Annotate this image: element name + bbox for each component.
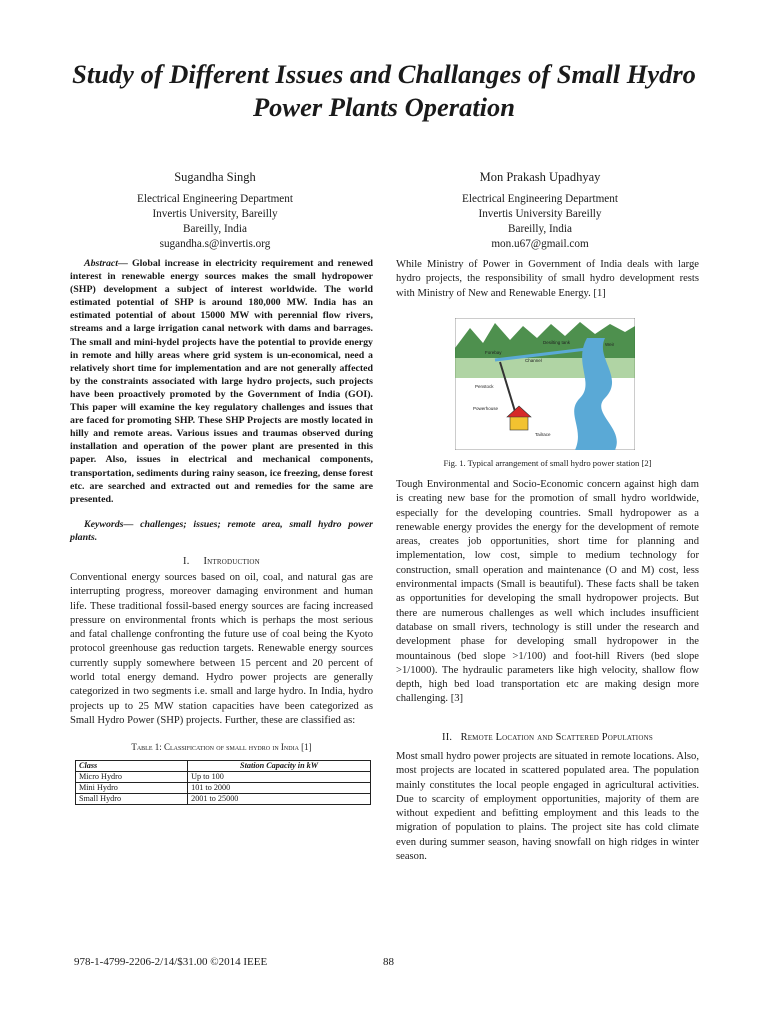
table-cell: Micro Hydro — [76, 772, 188, 783]
right-paragraph-2: Tough Environmental and Socio-Economic concern against high dam is creating new base for the promotion of small hydro worldwide, especially for the developing countries. Small hydropower as a renewable energy provides the energy for the development of remote areas, creates job opportunities, short time for planning and implementation, low cost, simple to medium technology for construction, small operation and maintenance (O and M) cost, less environmental impacts (Small is beautiful). These facts shall be taken as opportunities for developing the small hydropower projects. But there are numerous challenges as well which includes insufficient database on small rivers, technology is still under the research and development phase for developing small hydropower in the mountainous (bed slope >1/100) and foot-hill Rivers (bed slope >1/1000). The hydraulic parameters like high velocity, shallow flow depth, high bed load transportation etc are making design more challenging. [3] — [396, 479, 699, 705]
author-dept: Electrical Engineering Department — [137, 193, 293, 205]
hydro-station-illustration — [455, 318, 635, 450]
author-city: Bareilly, India — [508, 223, 572, 235]
table-cell: Small Hydro — [76, 794, 188, 805]
figure-label: Desilting tank — [543, 340, 571, 345]
author-block-2 — [440, 170, 640, 252]
right-intro: While Ministry of Power in Government of India deals with large hydro projects, the responsibility of small hydro development rests with Ministry of New and Renewable Energy. [1] — [396, 259, 699, 299]
paper-title: Study of Different Issues and Challanges of Small Hydro Power Plants Operation — [72, 59, 696, 122]
abstract-label: Abstract— — [84, 258, 128, 269]
section-number: II. — [442, 732, 453, 743]
section-1-heading — [70, 556, 373, 567]
keywords — [70, 518, 373, 544]
author-block-1 — [120, 170, 310, 252]
table-cell: Up to 100 — [188, 772, 371, 783]
section-title: Introduction — [203, 555, 260, 567]
powerhouse-body — [510, 416, 528, 430]
footer-isbn: 978-1-4799-2206-2/14/$31.00 ©2014 IEEE — [74, 956, 268, 968]
abstract — [70, 257, 373, 506]
table-cell: 101 to 2000 — [188, 783, 371, 794]
section-2-text: Most small hydro power projects are situated in remote locations. Also, most projects are located in scattered populated area. The population mainly constitutes the local people engaged in agricultural activities. Due to scarcity of employment opportunities, majority of them are without expedient and befitting employment and this leads to the migration of population to plains. The project site has cold climate even during summer season, having snowfall on high ridges in winter season. — [396, 751, 699, 863]
author-dept: Electrical Engineering Department — [462, 193, 618, 205]
figure-1 — [455, 318, 635, 450]
author-name: Mon Prakash Upadhyay — [479, 170, 601, 184]
author-email: sugandha.s@invertis.org — [159, 238, 271, 250]
figure-label: Forebay — [485, 350, 502, 355]
table-row — [76, 783, 371, 794]
figure-label: Tailrace — [535, 432, 551, 437]
section-number: I. — [183, 555, 190, 567]
author-org: Invertis University Bareilly — [478, 208, 602, 220]
figure-label: Penstock — [475, 384, 494, 389]
table-row — [76, 794, 371, 805]
keywords-label: Keywords— — [84, 518, 134, 530]
author-city: Bareilly, India — [183, 223, 247, 235]
figure-label: Powerhouse — [473, 406, 499, 411]
figure-caption: Fig. 1. Typical arrangement of small hydro power station [2] — [443, 458, 652, 468]
abstract-text: Global increase in electricity requirement and renewed interest in renewable energy sources makes the small hydropower (SHP) development a subject of interest worldwide. The world estimated potential of SHP is around 180,000 MW. India has an estimated potential of about 15000 MW with perennial flow rivers, streams and a large irrigation canal network with dams and barrages. The small and mini-hydel projects have the potential to provide energy in remote and hilly areas where grid system is un-economical, need a relatively short time for implementation and are not generally affected by the constraints associated with large hydro projects, such projects have been proactively promoted by the Government of India (GOI). This paper will examine the key regulatory challenges and issues that are faced for promoting SHP. These SHP Projects are mostly located in hilly and remote areas. Various issues and traumas observed during installation and operation of the power plant are presented in this paper. Also, issues in electrical and mechanical components, transportation, sediments during rainy season, ice freezing, dense forest etc. are searched and extracted out and remedies for the same are presented. — [70, 258, 374, 505]
table-cell: Mini Hydro — [76, 783, 188, 794]
author-email: mon.u67@gmail.com — [491, 238, 589, 250]
author-name: Sugandha Singh — [174, 170, 256, 184]
classification-table — [75, 760, 371, 805]
section-2-heading — [396, 732, 699, 743]
keywords-text: challenges; issues; remote area, small hydro power plants. — [70, 518, 373, 543]
table-header: Class — [76, 761, 188, 772]
section-title: Remote Location and Scattered Populations — [460, 732, 653, 743]
author-org: Invertis University, Bareilly — [152, 208, 278, 220]
figure-label: Weir — [605, 342, 615, 347]
table-row — [76, 772, 371, 783]
left-column — [70, 257, 373, 805]
page-number: 88 — [383, 956, 394, 968]
table-caption: Table 1: Classification of small hydro in India [1] — [131, 742, 312, 753]
section-1-text: Conventional energy sources based on oil, coal, and natural gas are interrupting progress, moreover damaging environment and human life. These traditional fossil-based energy sources are facing increased pressure on environmental fronts which is perhaps the most serious and fatal challenge confronting the future use of coal being the Kyoto protocol greenhouse gas reduction targets. Renewable energy sources currently supply somewhere between 15 percent and 20 percent of world total energy demand. Hydro power projects are generally categorized in two segments i.e. small and large hydro. In India, hydro projects up to 25 MW station capacities have been categorized as Small Hydro Power (SHP) projects. Further, these are classified as: — [70, 571, 373, 726]
table-header-row — [76, 761, 371, 772]
figure-label: Channel — [525, 358, 542, 363]
table-header: Station Capacity in kW — [188, 761, 371, 772]
table-cell: 2001 to 25000 — [188, 794, 371, 805]
